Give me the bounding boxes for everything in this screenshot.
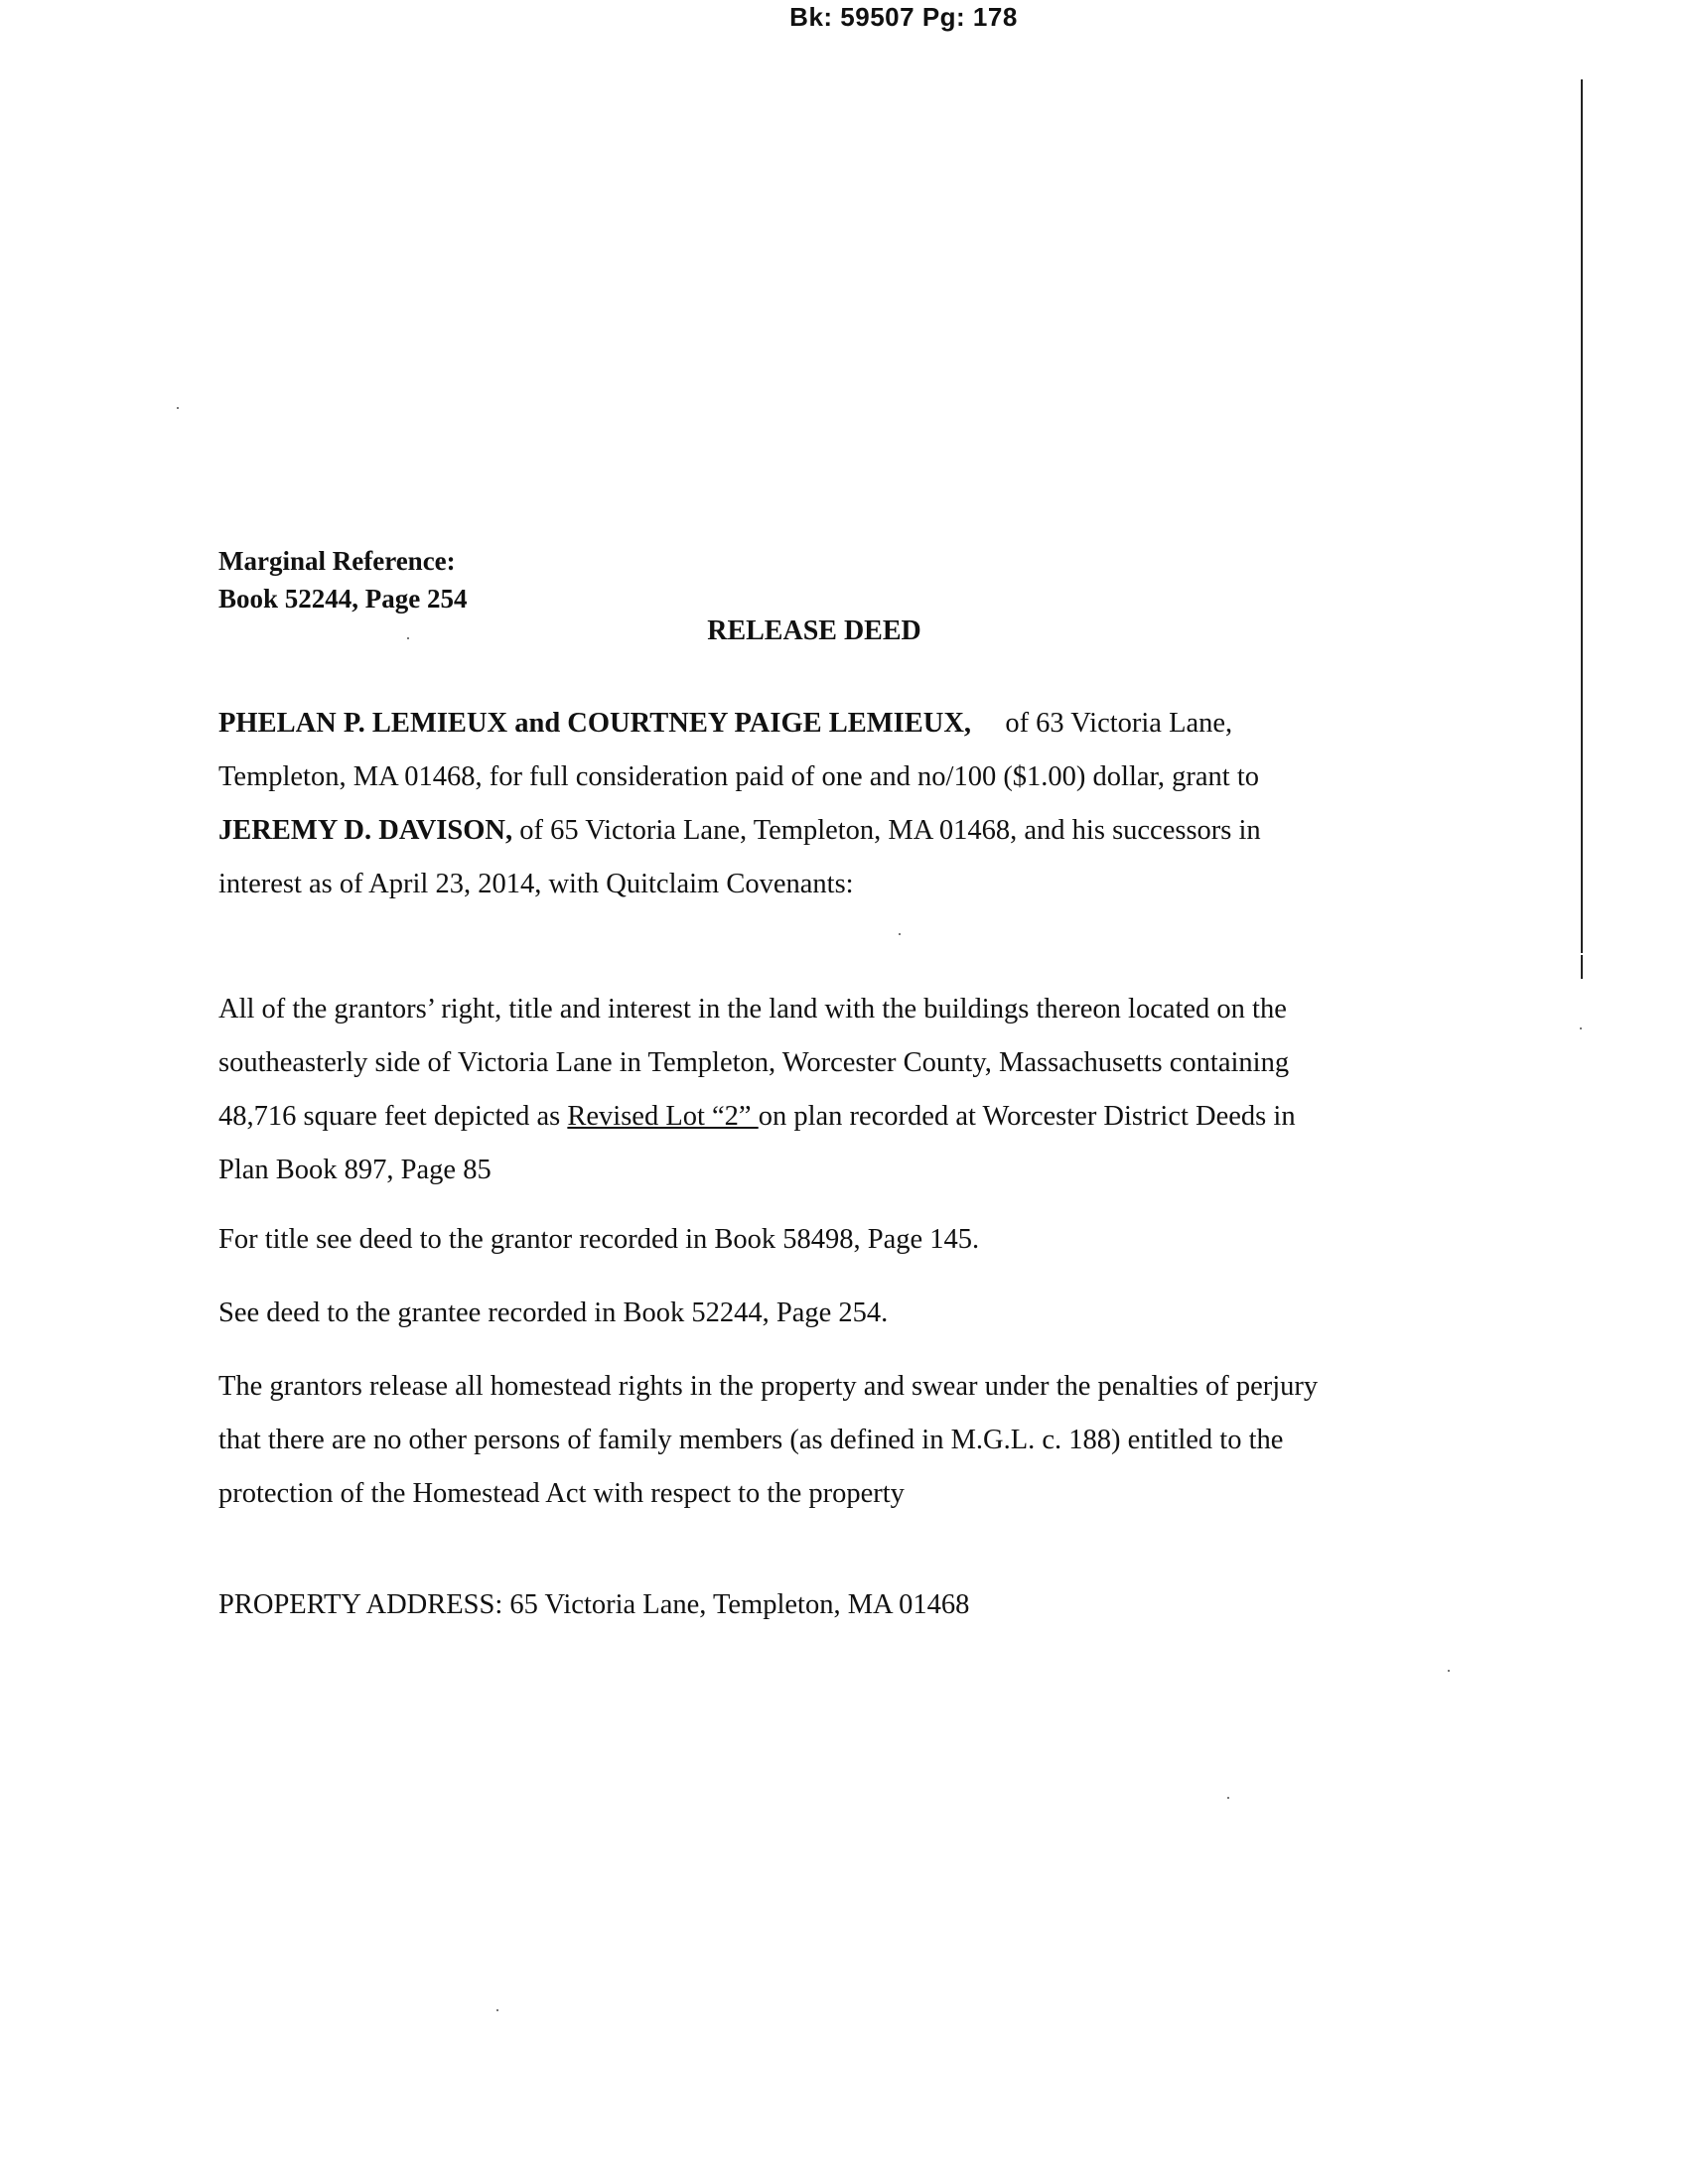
- plan-recording: on plan recorded at Worcester District Deeds in: [758, 1101, 1296, 1132]
- grant-line-3: [218, 804, 1440, 858]
- scan-speck: [1448, 1670, 1450, 1672]
- scan-speck: [1227, 1797, 1229, 1799]
- scan-speck: [496, 2009, 498, 2011]
- marginal-reference-label: Marginal Reference:: [218, 546, 456, 576]
- book-page-stamp: Bk: 59507 Pg: 178: [789, 2, 1018, 32]
- homestead-line-1: The grantors release all homestead rights in the property and swear under the penalties of perjury: [218, 1371, 1319, 1402]
- title-reference: For title see deed to the grantor recorded in Book 58498, Page 145.: [218, 1224, 980, 1255]
- homestead-paragraph: [218, 1360, 1440, 1521]
- revised-lot-reference: Revised Lot “2”: [567, 1101, 759, 1132]
- land-line-1: All of the grantors’ right, title and interest in the land with the buildings thereon located on the: [218, 994, 1287, 1024]
- grantee-name: JEREMY D. DAVISON,: [218, 815, 513, 846]
- scan-margin-line-fragment: [1581, 955, 1583, 979]
- homestead-line-3: protection of the Homestead Act with respect to the property: [218, 1478, 905, 1509]
- marginal-reference-book-page: Book 52244, Page 254: [218, 584, 468, 614]
- grant-line-1: [218, 697, 1440, 751]
- grantee-deed-reference: See deed to the grantee recorded in Book 52244, Page 254.: [218, 1297, 889, 1328]
- scan-margin-line: [1581, 79, 1583, 953]
- grantee-address: of 65 Victoria Lane, Templeton, MA 01468, and his successors in: [519, 815, 1261, 846]
- grantor-names: PHELAN P. LEMIEUX and COURTNEY PAIGE LEMIEUX,: [218, 708, 972, 739]
- property-address: PROPERTY ADDRESS: 65 Victoria Lane, Templeton, MA 01468: [218, 1589, 970, 1620]
- land-area: 48,716 square feet depicted as: [218, 1101, 568, 1132]
- scan-speck: [177, 407, 179, 409]
- homestead-line-2: that there are no other persons of family members (as defined in M.G.L. c. 188) entitled to the: [218, 1425, 1284, 1455]
- grant-line-4: interest as of April 23, 2014, with Quitclaim Covenants:: [218, 869, 854, 899]
- land-line-3: [218, 1090, 1440, 1144]
- scan-speck: [1580, 1027, 1582, 1029]
- land-description-paragraph: [218, 983, 1440, 1197]
- land-line-4: Plan Book 897, Page 85: [218, 1155, 492, 1185]
- marginal-reference: [218, 542, 468, 617]
- grantor-address: of 63 Victoria Lane,: [1005, 708, 1233, 739]
- scan-speck: [899, 933, 901, 935]
- land-line-2: southeasterly side of Victoria Lane in Templeton, Worcester County, Massachusetts containing: [218, 1047, 1290, 1078]
- grant-line-2: Templeton, MA 01468, for full consideration paid of one and no/100 ($1.00) dollar, grant to: [218, 761, 1259, 792]
- grant-paragraph: [218, 697, 1440, 911]
- deed-title: RELEASE DEED: [707, 615, 921, 646]
